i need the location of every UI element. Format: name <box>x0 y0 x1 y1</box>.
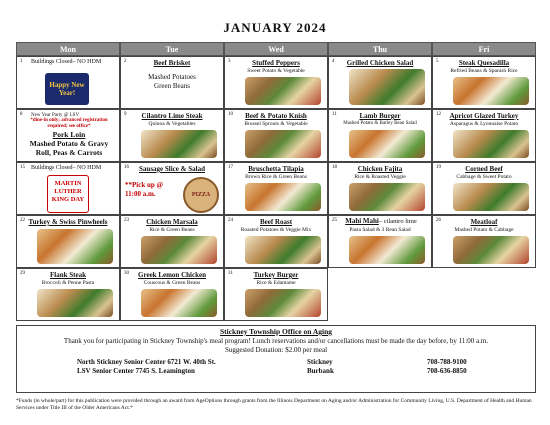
new-year-badge: Happy New Year! <box>45 73 89 105</box>
meal-photo <box>349 69 425 105</box>
meal-title: Cilantro Lime Steak <box>141 112 203 120</box>
meal-photo <box>37 289 113 317</box>
day-number: 24 <box>228 218 233 223</box>
meal-sides: Rice & Roasted Veggie <box>354 174 406 180</box>
meal-photo <box>141 289 217 317</box>
meal-photo <box>453 183 529 211</box>
day-number: 18 <box>332 165 337 170</box>
meal-title: Sausage Slice & Salad <box>139 165 205 173</box>
meal-title: Pork Loin <box>52 130 86 139</box>
donation-note: Suggested Donation: $2.00 per meal <box>224 346 328 354</box>
meal-sides: Cabbage & Sweet Potato <box>456 174 512 180</box>
meal-sides: Mashed Potato & Cabbage <box>454 227 514 233</box>
meal-sides: Pasta Salad & 3 Bean Salad <box>349 227 411 233</box>
burbank-label: Burbank <box>307 367 334 375</box>
meal-sides: Roasted Potatoes & Veggie Mix <box>240 227 312 233</box>
meal-title: Lamb Burger <box>359 112 401 120</box>
registration-note: *dine-in only; advanced registration required; see office* <box>30 118 108 129</box>
day-cell-16 <box>120 162 224 215</box>
day-cell-8 <box>16 109 120 162</box>
day-cell-19 <box>432 162 536 215</box>
meal-sides: Brown Rice & Green Beans <box>245 174 307 180</box>
day-cell-2 <box>120 56 224 109</box>
stickney-phone: 708-788-9100 <box>427 358 467 366</box>
day-cell-30 <box>120 268 224 321</box>
meal-title: Turkey Burger <box>253 271 299 279</box>
meal-title: Stuffed Peppers <box>252 59 300 67</box>
meal-title: Grilled Chicken Salad <box>346 59 414 67</box>
day-cell-22 <box>16 215 120 268</box>
meal-sides: Asparagus & Lyonnaise Potato <box>449 121 519 127</box>
day-number: 10 <box>228 112 233 117</box>
day-cell-17 <box>224 162 328 215</box>
meal-title-suffix: – cilantro lime <box>378 218 417 225</box>
meal-photo <box>349 236 425 264</box>
meal-sides: Mashed Potato & Barley Bean Salad <box>343 121 417 126</box>
mlk-day-badge: MARTIN LUTHER KING DAY <box>47 175 89 213</box>
meal-photo <box>453 130 529 158</box>
day-number: 25 <box>332 218 337 223</box>
day-number: 15 <box>20 165 25 170</box>
meal-title: Turkey & Swiss Pinwheels <box>28 218 108 226</box>
meal-title: Steak Quesadilla <box>458 59 510 67</box>
header-wed: Wed <box>224 42 328 56</box>
day-cell-25 <box>328 215 432 268</box>
day-cell-5 <box>432 56 536 109</box>
meal-sides: Rice & Edamame <box>256 280 296 286</box>
meal-photo <box>349 130 425 158</box>
day-cell-31 <box>224 268 328 321</box>
day-cell-26 <box>432 215 536 268</box>
header-tue: Tue <box>120 42 224 56</box>
day-number: 5 <box>436 59 439 64</box>
day-cell-9 <box>120 109 224 162</box>
pickup-note: **Pick up @ <box>125 181 164 189</box>
meal-title: Chicken Marsala <box>146 218 198 226</box>
day-cell-1 <box>16 56 120 109</box>
meal-sides: Rice & Green Beans <box>149 227 195 233</box>
day-number: 1 <box>20 59 23 64</box>
meal-sides: Sweet Potato & Vegetable <box>247 68 305 74</box>
day-number: 12 <box>436 112 441 117</box>
meal-title: Apricot Glazed Turkey <box>449 112 519 120</box>
event-note: New Year Party @ LSV <box>31 113 80 118</box>
meal-title: Meatloaf <box>470 218 498 226</box>
meal-sides: Brussel Sprouts & Vegetable <box>244 121 308 127</box>
meal-title: Beef Brisket <box>153 59 191 67</box>
day-number: 2 <box>124 59 127 64</box>
meal-sides: Quinoa & Vegetables <box>148 121 196 127</box>
meal-sides: Couscous & Green Beans <box>143 280 201 286</box>
meal-photo <box>453 77 529 105</box>
meal-photo <box>141 130 217 158</box>
header-thu: Thu <box>328 42 432 56</box>
meal-photo <box>141 236 217 264</box>
day-number: 3 <box>228 59 231 64</box>
day-number: 30 <box>124 271 129 276</box>
funding-footnote: *Funds (in whole/part) for this publication were provided through an award from AgeOptions through grants from the Illinois Department on Aging and/or Administration for Community Living, U.S. Department of Health and Human Services under Title III of the Older Americans Act.* <box>16 398 532 411</box>
meal-title: Bruschetta Tilapia <box>248 165 304 173</box>
day-number: 29 <box>20 271 25 276</box>
day-number: 9 <box>124 112 127 117</box>
meal-title: Mahi Mahi <box>345 217 379 225</box>
meal-sides-2: Roll, Peas & Carrots <box>35 148 103 157</box>
meal-title: Greek Lemon Chicken <box>138 271 206 279</box>
meal-photo <box>245 77 321 105</box>
office-title: Stickney Township Office on Aging <box>219 327 333 336</box>
closed-note: Buildings Closed– NO HDM <box>31 165 102 171</box>
office-info-box <box>16 325 536 393</box>
meal-photo <box>245 236 321 264</box>
day-cell-10 <box>224 109 328 162</box>
pizza-logo: PIZZA <box>183 177 219 213</box>
meal-title: Beef & Potato Knish <box>245 112 307 120</box>
pickup-time: 11:00 a.m. <box>125 190 156 198</box>
day-number: 26 <box>436 218 441 223</box>
stickney-label: Stickney <box>307 358 333 366</box>
day-number: 23 <box>124 218 129 223</box>
day-cell-12 <box>432 109 536 162</box>
day-number: 16 <box>124 165 129 170</box>
calendar-title: JANUARY 2024 <box>223 20 327 35</box>
day-cell-4 <box>328 56 432 109</box>
day-number: 17 <box>228 165 233 170</box>
header-mon: Mon <box>16 42 120 56</box>
meal-photo <box>453 236 529 264</box>
meal-title: Chicken Fajita <box>357 165 403 173</box>
header-fri: Fri <box>432 42 536 56</box>
meal-photo <box>245 130 321 158</box>
meal-title: Corned Beef <box>465 165 503 173</box>
thanks-note: Thank you for participating in Stickney Township's meal program! Lunch reservations and/or cancellations must be made the day before, by 11:00 a.m. <box>63 337 489 345</box>
lsv-center-address: LSV Senior Center 7745 S. Leamington <box>77 367 195 375</box>
burbank-phone: 708-636-8850 <box>427 367 467 375</box>
meal-sides: Broccoli & Penne Pasta <box>41 280 95 286</box>
meal-title: Flank Steak <box>50 271 86 279</box>
meal-photo <box>37 229 113 264</box>
day-number: 4 <box>332 59 335 64</box>
day-cell-11 <box>328 109 432 162</box>
day-cell-15 <box>16 162 120 215</box>
day-cell-23 <box>120 215 224 268</box>
day-number: 11 <box>332 112 337 117</box>
meal-sides: Refried Beans & Spanish Rice <box>450 68 518 74</box>
day-cell-3 <box>224 56 328 109</box>
meal-photo <box>245 289 321 317</box>
day-cell-18 <box>328 162 432 215</box>
closed-note: Buildings Closed– NO HDM <box>31 59 102 65</box>
meal-photo <box>245 183 321 211</box>
day-number: 19 <box>436 165 441 170</box>
day-number: 22 <box>20 218 25 223</box>
north-center-address: North Stickney Senior Center 6721 W. 40th St. <box>77 358 216 366</box>
day-cell-24 <box>224 215 328 268</box>
day-number: 31 <box>228 271 233 276</box>
day-cell-29 <box>16 268 120 321</box>
meal-title: Beef Roast <box>259 218 293 226</box>
meal-sides-1: Mashed Potato & Gravy <box>29 139 109 148</box>
meal-sides: Mashed Potatoes Green Beans <box>148 73 196 90</box>
day-number: 8 <box>20 112 23 117</box>
meal-photo <box>349 183 425 211</box>
